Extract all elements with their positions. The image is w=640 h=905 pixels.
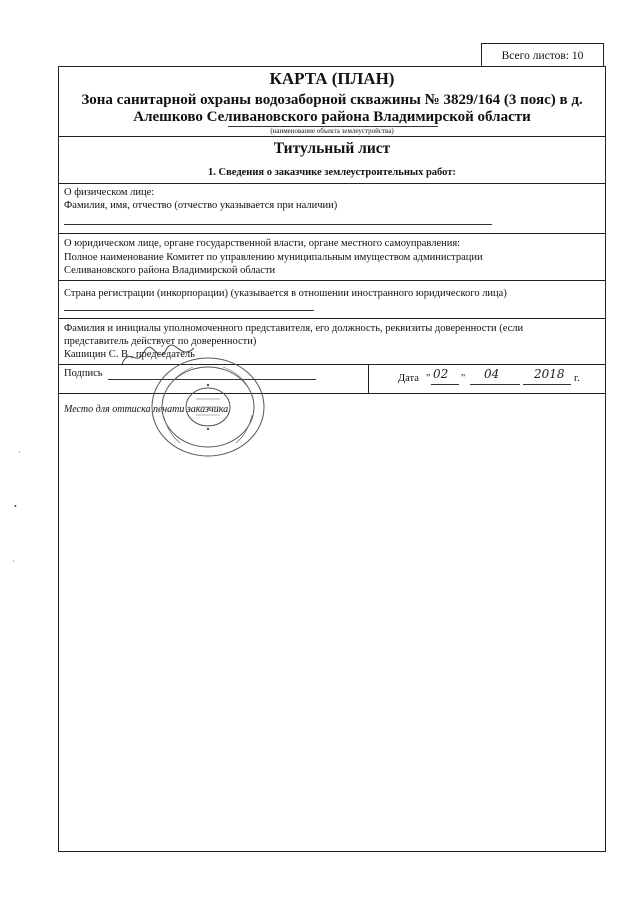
individual-name-label: Фамилия, имя, отчество (отчество указывается при наличии) [64,200,338,211]
sheets-count-label: Всего листов: [501,50,569,62]
signature-label: Подпись [64,368,103,379]
date-year-line [523,384,571,385]
date-year: 2018 [534,367,565,381]
individual-label: О физическом лице: [64,187,155,198]
individual-name-line [64,224,492,225]
date-day-line [431,384,459,385]
sheets-count-value: 10 [571,50,584,62]
registration-line [64,310,314,311]
margin-mark-1: · [18,448,21,457]
cover-title: Титульный лист [273,140,391,157]
representative-label-line-1: Фамилия и инициалы уполномоченного представителя, его должность, реквизиты доверенности (если [64,323,524,334]
margin-mark-2: • [14,502,17,511]
subtitle-line-1: Зона санитарной охраны водозаборной скважины № 3829/164 (3 пояс) в д. [81,92,583,108]
document-subtitle [58,92,606,126]
divider-after-title [58,136,606,137]
divider-after-signature [58,393,606,394]
subtitle-line-2: Алешково Селивановского района Владимирской области [133,109,531,125]
section-1-heading: 1. Сведения о заказчике землеустроительных работ: [208,167,456,178]
divider-after-legal-entity [58,280,606,281]
registration-label: Страна регистрации (инкорпорации) (указывается в отношении иностранного юридического лица) [64,288,507,299]
date-label: Дата [398,373,419,384]
document-title: КАРТА (ПЛАН) [269,69,395,88]
representative-value: Кашицин С. В., председатель [64,349,195,360]
date-month: 04 [484,367,500,381]
signature-scribble [118,342,198,370]
date-suffix: г. [574,373,580,384]
title-caption: (наименование объекта землеустройства) [270,127,394,135]
representative-label-line-2: представитель действует по доверенности) [64,336,257,347]
date-quote-open: " [426,373,431,384]
sheets-count-box [481,43,604,67]
divider-after-registration [58,318,606,319]
legal-entity-name-line-1: Полное наименование Комитет по управлению муниципальным имуществом администрации [64,252,483,263]
date-quote-close: " [461,373,466,384]
divider-after-individual [58,233,606,234]
date-month-line [470,384,520,385]
legal-entity-name-line-2: Селивановского района Владимирской области [64,265,276,276]
legal-entity-label: О юридическом лице, органе государственной власти, органе местного самоуправления: [64,238,461,249]
divider-after-section-heading [58,183,606,184]
stamp-place-label: Место для оттиска печати заказчика [64,404,229,415]
margin-mark-3: · [12,557,15,566]
round-seal-stamp [148,355,268,460]
signature-date-divider [368,364,369,393]
date-day: 02 [433,367,449,381]
